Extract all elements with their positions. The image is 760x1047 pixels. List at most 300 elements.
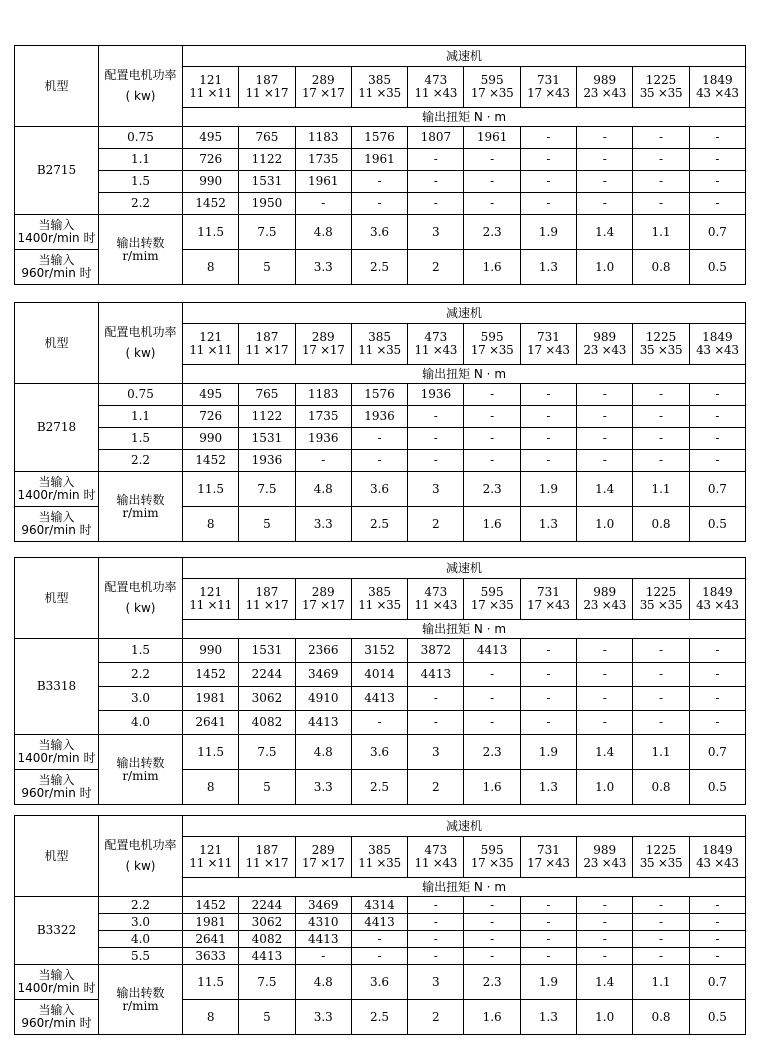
- ratio-value: 385: [368, 585, 391, 599]
- torque-cell: [464, 639, 520, 663]
- ratio-value: 989: [593, 73, 617, 87]
- ratio-value: 121: [199, 843, 223, 857]
- torque-cell: [577, 193, 633, 215]
- input-960-label: [15, 770, 99, 805]
- torque-value: -: [602, 453, 607, 467]
- ratio-header: [183, 837, 239, 878]
- speed-cell: [239, 770, 295, 805]
- speed-value: 0.8: [651, 779, 671, 794]
- ratio-teeth: 11 ×11: [189, 86, 232, 100]
- ratio-value: 595: [480, 843, 504, 857]
- torque-cell: [408, 711, 464, 735]
- torque-cell: [295, 193, 351, 215]
- torque-cell: [464, 948, 520, 965]
- speed-cell: [183, 1000, 239, 1035]
- reducer-header: [183, 46, 746, 67]
- speed-label-line1: 输出转数: [116, 755, 165, 770]
- torque-value: -: [490, 196, 495, 210]
- torque-value: 4413: [251, 948, 283, 963]
- speed-value: 3.3: [313, 1009, 333, 1024]
- torque-value: 3872: [420, 643, 452, 657]
- ratio-header: [689, 67, 745, 108]
- torque-value: 4314: [364, 897, 395, 912]
- torque-value: -: [490, 715, 495, 729]
- speed-cell: [183, 770, 239, 805]
- torque-cell: [183, 687, 239, 711]
- torque-cell: [295, 897, 351, 914]
- speed-value: 3: [432, 481, 440, 496]
- speed-value: 1.4: [595, 744, 615, 759]
- speed-cell: [464, 250, 520, 285]
- ratio-value: 187: [255, 330, 279, 344]
- reducer-header-label: 减速机: [446, 48, 483, 63]
- torque-value: -: [433, 409, 438, 423]
- torque-cell: [577, 948, 633, 965]
- torque-value: -: [546, 931, 551, 946]
- torque-value: -: [433, 453, 438, 467]
- speed-cell: [183, 250, 239, 285]
- ratio-teeth: 17 ×43: [527, 856, 570, 870]
- torque-cell: [408, 914, 464, 931]
- input-960-line2: 960r/min 时: [21, 266, 92, 280]
- speed-cell: [351, 770, 407, 805]
- torque-cell: [351, 428, 407, 450]
- ratio-header: [351, 324, 407, 365]
- power-value: 1.5: [130, 431, 151, 445]
- speed-value: 1.4: [595, 481, 615, 496]
- ratio-header: [689, 324, 745, 365]
- torque-value: 1961: [364, 152, 395, 166]
- ratio-teeth: 11 ×11: [189, 598, 232, 612]
- torque-cell: [408, 897, 464, 914]
- speed-value: 11.5: [197, 224, 224, 239]
- ratio-teeth: 23 ×43: [583, 343, 627, 357]
- ratio-header: [633, 324, 689, 365]
- torque-value: -: [433, 152, 438, 166]
- torque-value: -: [490, 431, 495, 445]
- torque-cell: [633, 639, 689, 663]
- speed-cell: [239, 735, 295, 770]
- speed-value: 4.8: [313, 224, 333, 239]
- torque-cell: [464, 897, 520, 914]
- speed-cell: [408, 770, 464, 805]
- ratio-teeth: 17 ×43: [527, 343, 570, 357]
- torque-value: -: [546, 431, 551, 445]
- power-header-line2: ( kw): [125, 346, 156, 360]
- speed-cell: [351, 735, 407, 770]
- torque-cell: [351, 711, 407, 735]
- torque-header: [183, 878, 746, 897]
- ratio-teeth: 23 ×43: [583, 856, 627, 870]
- speed-cell: [183, 507, 239, 542]
- speed-value: 0.5: [707, 259, 727, 274]
- torque-value: 990: [199, 643, 223, 657]
- torque-value: 3469: [307, 667, 339, 681]
- power-header-line1: 配置电机功率: [104, 838, 177, 852]
- ratio-value: 385: [368, 330, 391, 344]
- speed-value: 3.6: [369, 224, 390, 239]
- torque-cell: [295, 931, 351, 948]
- torque-value: -: [377, 948, 382, 963]
- speed-value: 1.0: [595, 516, 615, 531]
- ratio-value: 473: [424, 330, 448, 344]
- speed-value: 0.7: [707, 744, 727, 759]
- ratio-header: [183, 67, 239, 108]
- ratio-teeth: 17 ×35: [470, 598, 514, 612]
- torque-value: -: [658, 409, 664, 423]
- ratio-teeth: 23 ×43: [583, 86, 627, 100]
- input-1400-line2: 1400r/min 时: [17, 488, 96, 502]
- torque-cell: [464, 711, 520, 735]
- torque-value: -: [602, 152, 607, 166]
- input-1400-label: [15, 965, 99, 1000]
- model-header: [15, 558, 99, 639]
- torque-value: -: [602, 130, 607, 144]
- model-header: [15, 46, 99, 127]
- torque-cell: [520, 171, 576, 193]
- speed-value: 11.5: [197, 481, 224, 496]
- power-header-line1: 配置电机功率: [104, 325, 177, 339]
- power-cell: [99, 948, 183, 965]
- ratio-value: 121: [199, 73, 223, 87]
- torque-value: -: [658, 931, 664, 946]
- spec-table-b3318: [14, 557, 746, 805]
- power-cell: [99, 384, 183, 406]
- ratio-value: 473: [424, 585, 448, 599]
- torque-cell: [633, 384, 689, 406]
- torque-value: 765: [255, 387, 279, 401]
- speed-cell: [689, 250, 745, 285]
- speed-cell: [464, 770, 520, 805]
- reducer-header-label: 减速机: [446, 818, 483, 833]
- torque-cell: [183, 406, 239, 428]
- speed-value: 1.4: [595, 974, 615, 989]
- torque-cell: [689, 149, 745, 171]
- torque-cell: [520, 193, 576, 215]
- speed-value: 2: [432, 1009, 440, 1024]
- ratio-value: 121: [199, 330, 223, 344]
- torque-cell: [464, 171, 520, 193]
- torque-cell: [239, 711, 295, 735]
- torque-cell: [689, 687, 745, 711]
- ratio-value: 731: [536, 330, 560, 344]
- torque-value: 2641: [195, 715, 226, 729]
- torque-cell: [408, 948, 464, 965]
- speed-value: 7.5: [257, 481, 277, 496]
- input-960-line1: 当输入: [38, 510, 75, 524]
- ratio-header: [464, 579, 520, 620]
- torque-value: 4413: [307, 715, 339, 729]
- speed-cell: [408, 1000, 464, 1035]
- speed-cell: [408, 507, 464, 542]
- torque-cell: [183, 149, 239, 171]
- spec-table-b2718: [14, 302, 746, 542]
- torque-cell: [464, 428, 520, 450]
- ratio-header: [239, 579, 295, 620]
- power-value: 1.1: [130, 409, 151, 423]
- torque-cell: [295, 171, 351, 193]
- reducer-header-label: 减速机: [446, 305, 483, 320]
- torque-value: -: [715, 174, 720, 188]
- speed-cell: [408, 215, 464, 250]
- torque-value: -: [377, 453, 382, 467]
- torque-cell: [464, 450, 520, 472]
- torque-value: 495: [199, 130, 223, 144]
- torque-cell: [239, 639, 295, 663]
- torque-cell: [577, 663, 633, 687]
- torque-cell: [295, 450, 351, 472]
- ratio-teeth: 17 ×35: [470, 86, 514, 100]
- speed-cell: [520, 215, 576, 250]
- torque-cell: [633, 193, 689, 215]
- speed-value: 5: [263, 779, 271, 794]
- power-header: [99, 303, 183, 384]
- input-1400-line2: 1400r/min 时: [17, 231, 96, 245]
- torque-cell: [577, 428, 633, 450]
- speed-value: 0.7: [707, 974, 727, 989]
- torque-value: 1452: [195, 196, 226, 210]
- model-header: [15, 816, 99, 897]
- speed-value: 7.5: [257, 224, 277, 239]
- speed-cell: [239, 1000, 295, 1035]
- torque-cell: [351, 193, 407, 215]
- torque-cell: [183, 663, 239, 687]
- torque-cell: [239, 897, 295, 914]
- speed-value: 1.6: [482, 259, 502, 274]
- ratio-teeth: 11 ×17: [245, 598, 289, 612]
- power-value: 3.0: [130, 914, 151, 929]
- torque-value: 495: [199, 387, 223, 401]
- torque-cell: [408, 450, 464, 472]
- speed-label: [99, 965, 183, 1035]
- speed-cell: [351, 965, 407, 1000]
- speed-cell: [408, 735, 464, 770]
- torque-cell: [408, 428, 464, 450]
- ratio-header: [577, 67, 633, 108]
- torque-cell: [408, 193, 464, 215]
- torque-value: -: [602, 897, 607, 912]
- torque-cell: [520, 127, 576, 149]
- speed-cell: [520, 735, 576, 770]
- speed-value: 8: [206, 516, 215, 531]
- ratio-header: [520, 67, 576, 108]
- torque-value: 1452: [195, 667, 226, 681]
- speed-cell: [689, 1000, 745, 1035]
- torque-value: -: [715, 897, 720, 912]
- torque-value: 990: [199, 174, 223, 188]
- torque-value: -: [490, 948, 495, 963]
- ratio-header: [520, 837, 576, 878]
- input-960-line1: 当输入: [38, 1003, 75, 1017]
- ratio-value: 989: [593, 330, 617, 344]
- torque-cell: [633, 428, 689, 450]
- speed-label: [99, 735, 183, 805]
- torque-value: -: [715, 931, 720, 946]
- input-1400-line1: 当输入: [38, 475, 75, 489]
- torque-value: -: [658, 691, 664, 705]
- speed-cell: [520, 507, 576, 542]
- torque-cell: [464, 914, 520, 931]
- torque-value: -: [490, 914, 495, 929]
- torque-cell: [183, 948, 239, 965]
- ratio-value: 187: [255, 585, 279, 599]
- torque-value: 3062: [251, 691, 283, 705]
- ratio-teeth: 11 ×35: [358, 856, 401, 870]
- speed-cell: [689, 472, 745, 507]
- torque-cell: [183, 639, 239, 663]
- ratio-teeth: 11 ×17: [245, 856, 289, 870]
- spec-table-b2715: [14, 45, 746, 285]
- ratio-header: [295, 837, 351, 878]
- spec-table-b3322: [14, 815, 746, 1035]
- torque-value: 4413: [307, 931, 339, 946]
- input-960-label: [15, 1000, 99, 1035]
- torque-header: [183, 620, 746, 639]
- input-960-line1: 当输入: [38, 773, 75, 787]
- torque-value: 1183: [307, 130, 339, 144]
- torque-value: 2366: [307, 643, 339, 657]
- torque-cell: [408, 687, 464, 711]
- ratio-value: 121: [199, 585, 223, 599]
- speed-cell: [689, 735, 745, 770]
- torque-cell: [633, 931, 689, 948]
- ratio-header: [183, 324, 239, 365]
- speed-value: 3.6: [369, 974, 390, 989]
- speed-value: 5: [263, 259, 271, 274]
- torque-value: 4014: [364, 667, 395, 681]
- torque-cell: [408, 663, 464, 687]
- torque-cell: [183, 428, 239, 450]
- torque-value: 1936: [307, 431, 339, 445]
- torque-value: 1936: [251, 453, 283, 467]
- speed-value: 2: [432, 259, 440, 274]
- power-value: 1.1: [130, 152, 151, 166]
- speed-value: 1.6: [482, 779, 502, 794]
- torque-cell: [577, 931, 633, 948]
- speed-value: 1.4: [595, 224, 615, 239]
- speed-value: 3.3: [313, 259, 333, 274]
- torque-value: -: [658, 715, 664, 729]
- torque-cell: [295, 687, 351, 711]
- torque-cell: [351, 897, 407, 914]
- torque-value: -: [490, 931, 495, 946]
- torque-cell: [689, 639, 745, 663]
- speed-value: 0.5: [707, 516, 727, 531]
- ratio-teeth: 17 ×17: [301, 856, 345, 870]
- ratio-header: [183, 579, 239, 620]
- torque-value: 765: [255, 130, 279, 144]
- speed-label-line2: r/mim: [122, 248, 159, 263]
- speed-value: 8: [206, 1009, 215, 1024]
- torque-cell: [464, 406, 520, 428]
- speed-value: 4.8: [313, 481, 333, 496]
- torque-cell: [351, 384, 407, 406]
- speed-value: 1.9: [538, 744, 558, 759]
- speed-value: 0.8: [651, 1009, 671, 1024]
- torque-cell: [239, 450, 295, 472]
- ratio-header: [577, 837, 633, 878]
- torque-value: 1981: [195, 914, 226, 929]
- speed-value: 0.5: [707, 779, 727, 794]
- torque-value: -: [602, 643, 607, 657]
- ratio-value: 473: [424, 843, 448, 857]
- torque-cell: [408, 931, 464, 948]
- torque-value: -: [377, 931, 382, 946]
- torque-value: 1735: [307, 152, 339, 166]
- torque-value: -: [490, 667, 495, 681]
- torque-cell: [633, 406, 689, 428]
- speed-cell: [351, 507, 407, 542]
- torque-header: [183, 365, 746, 384]
- power-cell: [99, 406, 183, 428]
- torque-value: -: [602, 948, 607, 963]
- speed-cell: [689, 770, 745, 805]
- torque-value: -: [546, 897, 551, 912]
- speed-value: 2: [432, 516, 440, 531]
- model-header-label: 机型: [44, 78, 69, 93]
- torque-cell: [689, 127, 745, 149]
- torque-value: -: [658, 914, 664, 929]
- ratio-value: 595: [480, 73, 504, 87]
- torque-value: -: [546, 130, 551, 144]
- torque-cell: [408, 384, 464, 406]
- torque-value: 1122: [251, 409, 283, 423]
- input-960-line2: 960r/min 时: [21, 1016, 92, 1030]
- torque-cell: [239, 931, 295, 948]
- ratio-teeth: 11 ×35: [358, 598, 401, 612]
- speed-cell: [351, 250, 407, 285]
- torque-cell: [408, 406, 464, 428]
- power-cell: [99, 914, 183, 931]
- power-value: 4.0: [130, 931, 151, 946]
- speed-label-line1: 输出转数: [116, 235, 165, 250]
- model-cell: [15, 639, 99, 735]
- torque-cell: [295, 914, 351, 931]
- speed-cell: [351, 215, 407, 250]
- speed-cell: [295, 215, 351, 250]
- ratio-value: 1849: [702, 73, 733, 87]
- torque-value: -: [602, 667, 607, 681]
- power-cell: [99, 428, 183, 450]
- torque-cell: [689, 897, 745, 914]
- speed-cell: [183, 735, 239, 770]
- power-header: [99, 46, 183, 127]
- power-value: 5.5: [130, 948, 151, 963]
- torque-cell: [464, 687, 520, 711]
- speed-value: 7.5: [257, 744, 277, 759]
- speed-cell: [464, 965, 520, 1000]
- torque-cell: [689, 193, 745, 215]
- ratio-value: 1225: [645, 843, 677, 857]
- torque-cell: [520, 948, 576, 965]
- model-cell: [15, 384, 99, 472]
- speed-value: 1.0: [595, 259, 615, 274]
- torque-value: 4082: [251, 715, 283, 729]
- torque-cell: [351, 450, 407, 472]
- torque-value: -: [602, 174, 607, 188]
- torque-value: -: [658, 667, 664, 681]
- torque-value: -: [433, 914, 438, 929]
- torque-value: -: [715, 691, 720, 705]
- power-cell: [99, 663, 183, 687]
- torque-cell: [408, 171, 464, 193]
- speed-cell: [239, 250, 295, 285]
- speed-value: 8: [206, 779, 215, 794]
- speed-cell: [183, 472, 239, 507]
- ratio-teeth: 17 ×17: [301, 598, 345, 612]
- torque-value: -: [546, 643, 551, 657]
- speed-value: 1.6: [482, 516, 502, 531]
